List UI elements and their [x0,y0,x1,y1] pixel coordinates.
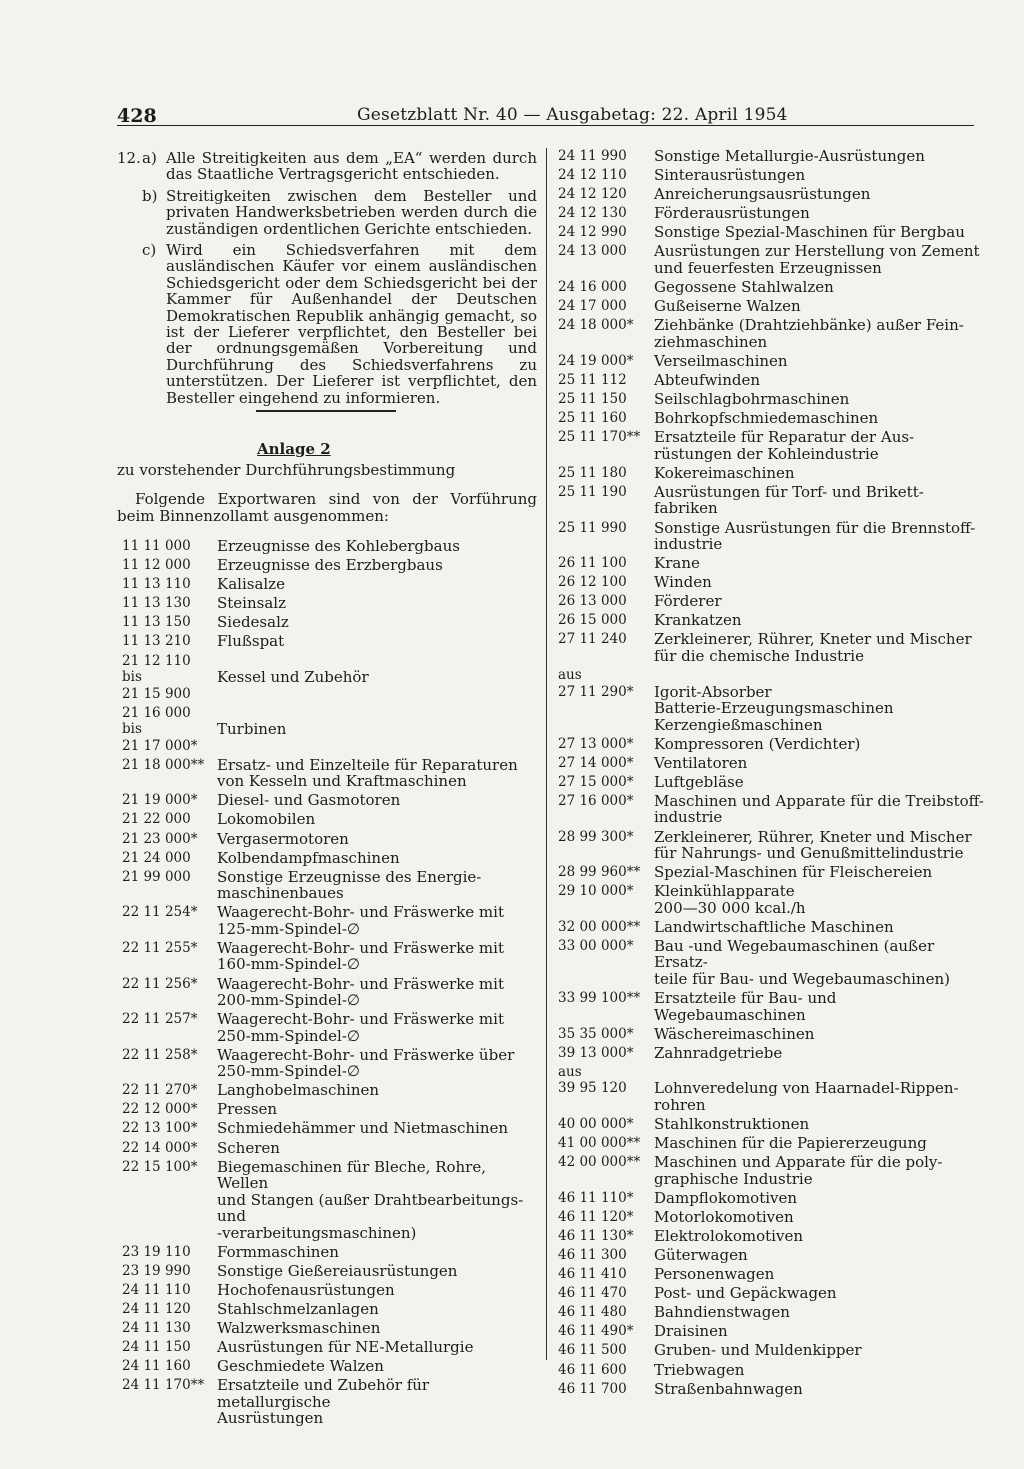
item-description: Hochofenausrüstungen [217,1280,395,1299]
item-description: Stahlschmelzanlagen [217,1300,379,1319]
item-code: 22 13 100* [122,1120,198,1137]
item-description: Ventilatoren [654,753,748,772]
item-description: Kompressoren (Verdichter) [654,734,861,753]
item-code: 26 13 000 [558,593,627,610]
item-code: 25 11 990 [558,519,627,536]
item-code: 35 35 000* [558,1025,634,1042]
item-description: Personenwagen [654,1265,775,1284]
clause-text: Alle Streitigkeiten aus dem „EA“ werden durch das Staatliche Vertragsgericht entschieden. [166,149,537,184]
list-item [122,1282,540,1299]
list-item [558,1154,984,1187]
list-item [558,793,984,826]
clause-letter: b) [142,186,158,205]
item-code: 28 99 300* [558,828,634,845]
list-item [122,757,540,790]
anlage-subtitle: zu vorstehender Durchführungsbestimmung [117,461,456,479]
item-code: 24 11 110 [122,1281,191,1298]
item-code: 46 11 700 [558,1380,627,1397]
column-divider [546,148,547,1360]
list-item [558,919,984,936]
item-code: 22 11 255* [122,939,198,956]
item-description: Sonstige Gießereiausrüstungen [217,1261,458,1280]
list-item [558,736,984,753]
item-description: Dampflokomotiven [654,1188,798,1207]
item-description: Erzeugnisse des Erzbergbaus [217,556,443,575]
item-code: 11 11 000 [122,538,191,554]
item-description: Flußspat [217,632,285,651]
item-description: Stahlkonstruktionen [654,1114,810,1133]
list-item [122,869,540,902]
item-code: 25 11 150 [558,391,627,408]
item-code: 33 00 000* [558,937,634,954]
item-description: Ausrüstungen für Torf- und Brikett- fabriken [654,482,924,518]
item-code: 33 99 100** [558,990,641,1006]
item-description: Sonstige Erzeugnisse des Energie- maschinenbaues [217,867,482,903]
item-description: Ersatzteile für Reparatur der Aus- rüstungen der Kohleindustrie [654,428,915,463]
clause-item-b [117,188,537,237]
item-code: 46 11 130* [558,1227,634,1244]
item-code: 22 11 256* [122,975,198,992]
item-code: 46 11 600 [558,1361,627,1378]
item-code: 26 11 100 [558,555,627,572]
list-item [558,186,984,203]
list-item [558,1045,984,1062]
item-code: 11 13 150 [122,614,191,631]
item-description: Landwirtschaftliche Maschinen [654,917,894,936]
list-item [122,1047,540,1080]
item-code: 46 11 500 [558,1342,627,1359]
section-divider [256,410,396,412]
item-description: Ersatzteile für Bau- und Wegebaumaschinen [654,989,837,1024]
list-item [558,1342,984,1359]
anlage-title: Anlage 2 [257,440,331,458]
list-item [558,1304,984,1321]
list-item [558,1247,984,1264]
list-item [558,1190,984,1207]
item-description: Kleinkühlapparate 200—30 000 kcal./h [654,882,806,917]
list-item [122,850,540,867]
item-code: 21 16 000 bis 21 17 000* [122,704,198,754]
item-code: 40 00 000* [558,1115,634,1132]
item-description: Förderausrüstungen [654,204,810,223]
anlage-intro: Folgende Exportwaren sind von der Vorführung beim Binnenzollamt ausgenommen: [117,490,537,525]
list-item [122,1140,540,1157]
item-code: 25 11 112 [558,371,627,388]
item-description: Bohrkopfschmiedemaschinen [654,409,879,428]
item-description: Waagerecht-Bohr- und Fräswerke mit 250-mm-Spindel-∅ [217,1010,504,1045]
item-code: 22 11 257* [122,1011,198,1028]
clause-12 [117,150,537,411]
item-description: Pressen [217,1100,278,1119]
item-description: Sonstige Metallurgie-Ausrüstungen [654,147,925,165]
item-description: Zerkleinerer, Rührer, Kneter und Mischer für Nahrungs- und Genußmittelindustrie [654,827,972,863]
list-item [558,883,984,916]
item-code: 23 19 990 [122,1262,191,1279]
item-code: 46 11 120* [558,1208,634,1225]
item-code: 21 12 110 bis 21 15 900 [122,652,191,702]
list-item [558,410,984,427]
list-item [558,612,984,629]
list-item [122,1082,540,1099]
item-description: Förderer [654,592,722,611]
item-description: Wäschereimaschinen [654,1024,815,1043]
item-description: Turbinen [217,720,287,739]
list-item [122,614,540,631]
list-item [558,1135,984,1152]
item-description: Güterwagen [654,1245,748,1264]
item-description: Lokomobilen [217,810,316,829]
list-item [558,829,984,862]
list-item [122,538,540,555]
list-item [122,557,540,574]
list-item [122,811,540,828]
item-code: 23 19 110 [122,1243,191,1260]
item-code: 27 11 240 [558,631,627,648]
item-description: Krankatzen [654,611,742,630]
item-description: Draisinen [654,1322,728,1341]
item-description: Triebwagen [654,1360,745,1379]
list-item [122,1101,540,1118]
list-item [122,1358,540,1375]
list-item [122,1263,540,1280]
item-code: 29 10 000* [558,883,634,900]
item-description: Verseilmaschinen [654,351,788,370]
list-item [558,631,984,664]
list-item [558,593,984,610]
item-description: Spezial-Maschinen für Fleischereien [654,863,933,882]
item-code: 46 11 110* [558,1189,634,1206]
item-code: 24 13 000 [558,243,627,260]
item-description: Geschmiedete Walzen [217,1357,384,1376]
item-code: aus 39 95 120 [558,1063,627,1097]
item-code: 22 14 000* [122,1139,198,1156]
list-item [558,755,984,772]
clause-item-c [117,242,537,406]
item-code: aus 27 11 290* [558,667,634,700]
list-item [558,667,984,733]
item-description: Waagerecht-Bohr- und Fräswerke über 250-mm-Spindel-∅ [217,1045,515,1081]
clause-number: 12. [117,149,141,167]
item-code: 24 16 000 [558,279,627,296]
list-item [558,1266,984,1283]
item-code: 21 18 000** [122,756,205,773]
item-description: Formmaschinen [217,1242,339,1261]
list-item [558,243,984,276]
item-description: Maschinen und Apparate für die Treibstoff- industrie [654,791,984,827]
list-item [558,317,984,350]
list-item [122,595,540,612]
item-description: Waagerecht-Bohr- und Fräswerke mit 200-mm-Spindel-∅ [217,974,504,1009]
item-description: Anreicherungsausrüstungen [654,185,871,204]
item-description: Scheren [217,1138,280,1157]
item-code: 46 11 480 [558,1304,627,1321]
item-code: 42 00 000** [558,1154,641,1171]
list-item [122,705,540,755]
item-description: Ersatzteile und Zubehör für metallurgische Ausrüstungen [217,1376,430,1428]
list-item [558,1381,984,1398]
item-code: 27 16 000* [558,792,634,809]
list-item [558,1362,984,1379]
item-description: Elektrolokomotiven [654,1226,803,1245]
item-code: 22 12 000* [122,1101,198,1118]
list-item [558,429,984,462]
item-code: 24 17 000 [558,298,627,315]
list-item [122,940,540,973]
item-code: 22 11 270* [122,1082,198,1099]
list-item [558,1323,984,1340]
clause-item-a [117,150,537,183]
list-item [558,353,984,370]
item-code: 24 11 990 [558,148,627,164]
list-item [558,1228,984,1245]
item-code: 24 12 130 [558,205,627,222]
item-description: Gegossene Stahlwalzen [654,278,834,297]
item-description: Luftgebläse [654,772,744,791]
list-item [558,1116,984,1133]
list-item [122,1159,540,1242]
list-item [122,1011,540,1044]
item-description: Kolbendampfmaschinen [217,848,400,867]
item-code: 24 12 990 [558,224,627,241]
item-description: Kokereimaschinen [654,463,795,482]
list-item [558,372,984,389]
item-code: 25 11 170** [558,429,641,446]
item-description: Erzeugnisse des Kohlebergbaus [217,537,460,555]
item-description: Gußeiserne Walzen [654,297,801,316]
item-code: 24 12 110 [558,167,627,184]
clause-letter: c) [142,241,157,260]
item-code: 21 22 000 [122,811,191,828]
item-code: 26 12 100 [558,574,627,591]
list-item [558,1026,984,1043]
item-code: 11 13 210 [122,633,191,650]
list-item [558,224,984,241]
item-code: 27 15 000* [558,773,634,790]
item-description: Sonstige Spezial-Maschinen für Bergbau [654,223,965,242]
list-item [558,938,984,988]
list-item [122,1301,540,1318]
item-code: 25 11 190 [558,483,627,500]
item-code: 39 13 000* [558,1044,634,1061]
item-description: Schmiedehämmer und Nietmaschinen [217,1119,509,1138]
item-code: 24 12 120 [558,186,627,203]
item-description: Siedesalz [217,613,289,632]
item-code: 21 19 000* [122,792,198,809]
item-code: 21 23 000* [122,830,198,847]
item-description: Maschinen für die Papiererzeugung [654,1133,927,1152]
item-code: 24 18 000* [558,317,634,334]
item-description: Bahndienstwagen [654,1303,790,1322]
item-code: 41 00 000** [558,1134,641,1151]
list-item [558,298,984,315]
export-list-right [558,148,984,1400]
item-description: Bau -und Wegebaumaschinen (außer Ersatz- teile für Bau- und Wegebaumaschinen) [654,936,950,988]
list-item [558,990,984,1023]
item-description: Gruben- und Muldenkipper [654,1341,862,1360]
item-code: 46 11 300 [558,1246,627,1263]
page-number: 428 [117,105,157,127]
item-description: Lohnveredelung von Haarnadel-Rippen- rohren [654,1079,959,1114]
list-item [558,205,984,222]
list-item [122,831,540,848]
item-code: 24 11 150 [122,1339,191,1356]
item-description: Steinsalz [217,594,286,613]
item-description: Maschinen und Apparate für die poly- graphische Industrie [654,1153,943,1188]
export-list-left [122,538,540,1430]
item-code: 25 11 180 [558,464,627,481]
item-description: Kalisalze [217,575,285,594]
item-code: 25 11 160 [558,410,627,427]
item-code: 46 11 470 [558,1285,627,1302]
item-description: Ausrüstungen zur Herstellung von Zement und feuerfesten Erzeugnissen [654,242,980,277]
list-item [558,484,984,517]
item-code: 22 11 254* [122,904,198,921]
item-description: Ausrüstungen für NE-Metallurgie [217,1338,474,1357]
list-item [122,1320,540,1337]
item-description: Abteufwinden [654,370,760,389]
item-description: Krane [654,554,700,573]
list-item [558,148,984,165]
item-description: Kessel und Zubehör [217,668,369,687]
list-item [558,167,984,184]
item-code: 27 13 000* [558,735,634,752]
item-description: Sinterausrüstungen [654,166,806,185]
item-description: Post- und Gepäckwagen [654,1284,837,1303]
item-description: Biegemaschinen für Bleche, Rohre, Wellen und Stangen (außer Drahtbearbeitungs- und -verarbeitungsmaschinen) [217,1157,524,1242]
list-item [558,774,984,791]
list-item [122,1244,540,1261]
item-code: 46 11 490* [558,1323,634,1340]
item-code: 22 11 258* [122,1046,198,1063]
list-item [122,1120,540,1137]
list-item [122,792,540,809]
list-item [122,1339,540,1356]
item-description: Ziehbänke (Drahtziehbänke) außer Fein- ziehmaschinen [654,316,964,351]
item-description: Langhobelmaschinen [217,1081,380,1100]
item-code: 24 11 170** [122,1377,205,1394]
list-item [558,520,984,553]
item-code: 11 13 110 [122,576,191,593]
item-code: 21 99 000 [122,868,191,885]
item-code: 24 19 000* [558,352,634,369]
item-code: 24 11 160 [122,1358,191,1375]
list-item [122,904,540,937]
list-item [558,864,984,881]
list-item [122,653,540,703]
clause-text: Streitigkeiten zwischen dem Besteller und privaten Handwerksbetrieben werden durch die zuständigen ordentlichen Gerichte entschieden. [166,186,537,238]
list-item [558,279,984,296]
item-description: Diesel- und Gasmotoren [217,791,401,810]
item-code: 26 15 000 [558,612,627,629]
item-description: Waagerecht-Bohr- und Fräswerke mit 160-mm-Spindel-∅ [217,938,504,974]
item-description: Ersatz- und Einzelteile für Reparaturen von Kesseln und Kraftmaschinen [217,755,518,791]
list-item [558,1064,984,1114]
list-item [122,633,540,650]
item-code: 22 15 100* [122,1158,198,1175]
list-item [558,465,984,482]
item-description: Seilschlagbohrmaschinen [654,390,850,409]
list-item [122,576,540,593]
item-description: Walzwerksmaschinen [217,1319,381,1338]
page-header [117,103,974,126]
item-code: 11 13 130 [122,595,191,612]
item-code: 27 14 000* [558,754,634,771]
page-title: Gesetzblatt Nr. 40 — Ausgabetag: 22. April 1954 [357,105,788,125]
item-description: Winden [654,573,712,592]
clause-text: Wird ein Schiedsverfahren mit dem ausländischen Käufer vor einem ausländischen Schiedsgericht oder dem Schiedsgericht bei der Kammer für Außenhandel der Deutschen Demokratischen Republik anhängig gemacht, so ist der Lieferer verpflichtet, den Besteller bei der ordnungsgemäßen Vorbereitung und Durchführung des Schiedsverfahrens zu unterstützen. Der Lieferer ist verpflichtet, den Besteller eingehend zu informieren. [166,241,537,407]
item-code: 28 99 960** [558,864,641,881]
clause-letter: a) [142,149,157,167]
item-description: Straßenbahnwagen [654,1379,803,1398]
item-code: 24 11 130 [122,1320,191,1337]
item-code: 21 24 000 [122,849,191,866]
item-description: Motorlokomotiven [654,1207,794,1226]
item-description: Vergasermotoren [217,829,349,848]
item-description: Zerkleinerer, Rührer, Kneter und Mischer für die chemische Industrie [654,630,972,665]
list-item [122,1377,540,1427]
item-description: Sonstige Ausrüstungen für die Brennstoff- industrie [654,518,976,553]
list-item [558,391,984,408]
item-description: Igorit-Absorber Batterie-Erzeugungsmaschinen Kerzengießmaschinen [654,682,894,734]
list-item [122,976,540,1009]
list-item [558,1285,984,1302]
item-code: 32 00 000** [558,918,641,935]
item-code: 11 12 000 [122,557,191,574]
item-code: 46 11 410 [558,1266,627,1283]
item-description: Zahnradgetriebe [654,1043,783,1062]
list-item [558,555,984,572]
item-description: Waagerecht-Bohr- und Fräswerke mit 125-mm-Spindel-∅ [217,903,504,938]
item-code: 24 11 120 [122,1301,191,1318]
list-item [558,574,984,591]
list-item [558,1209,984,1226]
